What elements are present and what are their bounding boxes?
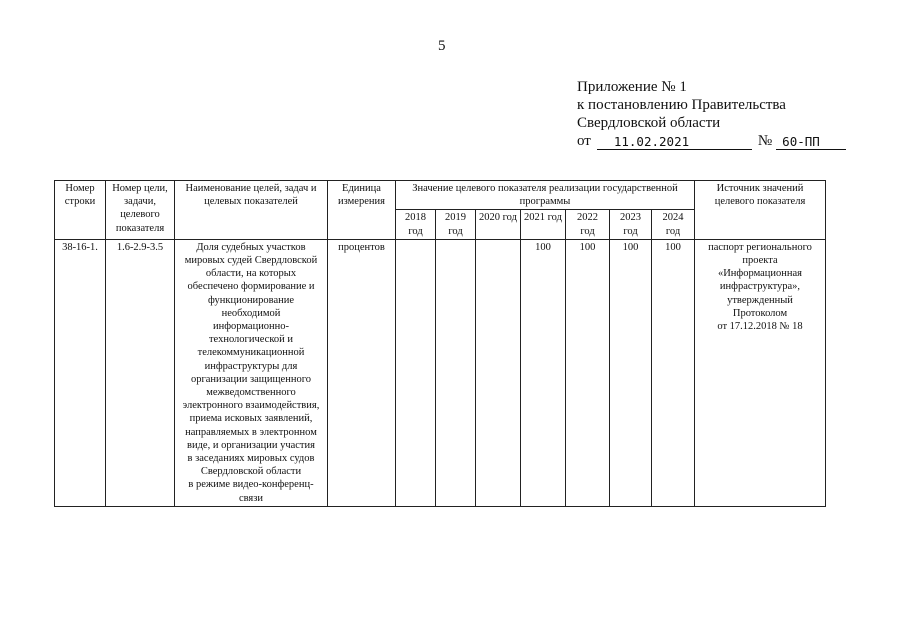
name-line: инфраструктуры для [204,360,298,372]
cell-value-2021: 100 [521,239,566,506]
cell-goal-no: 1.6-2.9-3.5 [106,239,175,506]
table-row [55,239,826,506]
name-line: в заседаниях мировых судов [187,453,315,465]
source-line: паспорт регионального [708,241,812,253]
name-line: электронного взаимодействия, [182,400,320,412]
cell-value-2019 [436,239,476,506]
header-goal-no: Номер цели, задачи, целевого показателя [106,181,175,240]
header-name: Наименование целей, задач и целевых показателей [175,181,328,240]
source-line: проекта [742,255,778,267]
header-row-no: Номер строки [55,181,106,240]
header-year: 2022 год [566,210,610,239]
name-line: необходимой [221,307,281,319]
name-line: в режиме видео-конференц- [188,479,314,491]
number-prefix: № [757,133,773,149]
name-line: области, на которых [205,268,297,280]
source-line: от 17.12.2018 № 18 [717,321,803,333]
source-line: инфраструктура», [719,281,801,293]
name-line: телекоммуникационной [197,347,305,359]
header-year: 2023 год [610,210,652,239]
source-line: утвержденный [727,294,793,306]
header-values-group: Значение целевого показателя реализации государственной программы [396,181,695,210]
name-line: приема исковых заявлений, [189,413,313,425]
source-line: «Информационная [717,268,803,280]
cell-source [695,239,826,506]
name-line: технологической и [208,334,294,346]
source-line: Протоколом [732,307,788,319]
cell-row-no: 38-16-1. [55,239,106,506]
name-line: межведомственного [206,387,296,399]
appendix-resolution: к постановлению Правительства [577,97,786,113]
name-line: Доля судебных участков [196,241,306,253]
name-line: связи [238,492,264,504]
header-unit: Единица измерения [328,181,396,240]
date-prefix: от [577,133,591,149]
header-year: 2020 год [476,210,521,239]
cell-value-2018 [396,239,436,506]
name-line: обеспечено формирование и [187,281,315,293]
appendix-title: Приложение № 1 [577,79,687,95]
name-line: организации защищенного [190,373,312,385]
appendix-region: Свердловской области [577,115,721,131]
name-line: мировых судей Свердловской [184,255,318,267]
header-year: 2018 год [396,210,436,239]
cell-value-2023: 100 [610,239,652,506]
resolution-date: 11.02.2021 [597,134,752,150]
name-line: информационно- [212,321,290,333]
cell-value-2020 [476,239,521,506]
table-header-row [55,181,826,210]
cell-value-2022: 100 [566,239,610,506]
resolution-date-line [577,132,846,150]
appendix-header [577,78,846,150]
name-line: функционирование [207,294,295,306]
name-line: виде, и организации участия [187,439,315,451]
cell-name [175,239,328,506]
resolution-number: 60-ПП [776,134,846,150]
page-number: 5 [438,38,446,54]
header-source: Источник значений целевого показателя [695,181,826,240]
cell-unit: процентов [328,239,396,506]
header-year: 2024 год [652,210,695,239]
name-line: Свердловской области [200,466,302,478]
indicators-table [54,180,826,507]
header-year: 2019 год [436,210,476,239]
header-year: 2021 год [521,210,566,239]
cell-value-2024: 100 [652,239,695,506]
name-line: направляемых в электронном [185,426,317,438]
